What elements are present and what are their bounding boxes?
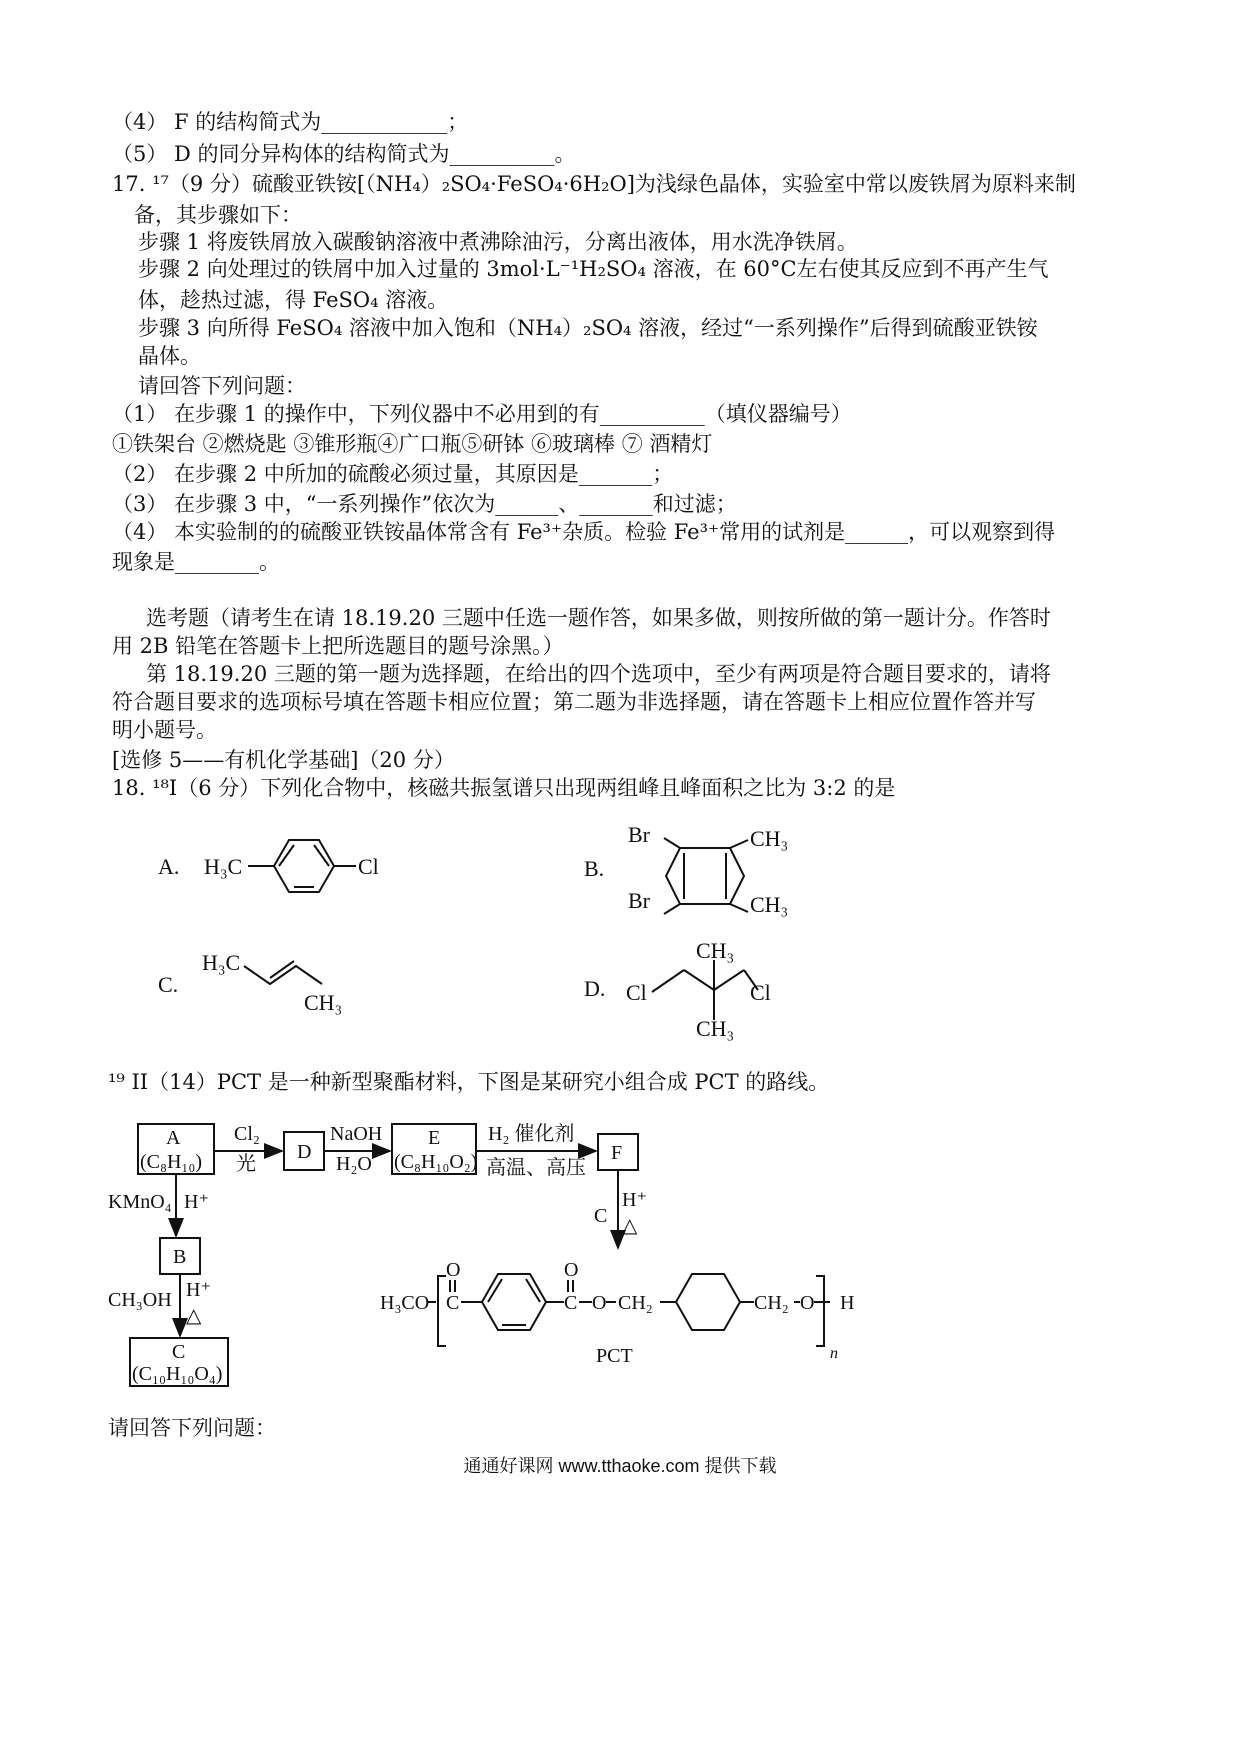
box-e-label: E bbox=[428, 1127, 441, 1149]
q17-step-2-line-1: 步骤 2 向处理过的铁屑中加入过量的 3mol·L⁻¹H₂SO₄ 溶液，在 60°C左右使其反应到不再产生气 bbox=[138, 257, 1049, 281]
pct-carbonyl-c-1: C bbox=[446, 1292, 460, 1314]
module-heading: [选修 5——有机化学基础]（20 分） bbox=[112, 748, 455, 772]
option-d-cl-left: Cl bbox=[626, 980, 647, 1005]
pct-subscript-n: n bbox=[830, 1345, 838, 1362]
option-b-label: B. bbox=[584, 856, 605, 881]
box-d-label: D bbox=[297, 1141, 312, 1163]
q17-ask: 请回答下列问题： bbox=[138, 374, 306, 398]
condition-high-temp-pressure: 高温、高压 bbox=[486, 1157, 586, 1179]
option-a-left-group: H₃C bbox=[204, 854, 243, 879]
q17-sub-4-line-1: （4） 本实验制的的硫酸亚铁铵晶体常含有 Fe³⁺杂质。检验 Fe³⁺常用的试剂是______，可以观察到得 bbox=[112, 520, 1056, 544]
option-b-ch3-top: CH₃ bbox=[750, 826, 789, 851]
pct-carbonyl-c-2: C bbox=[564, 1292, 578, 1314]
box-b-label: B bbox=[173, 1246, 187, 1268]
pct-carbonyl-o-2: O bbox=[564, 1259, 579, 1281]
q17-sub-2: （2） 在步骤 2 中所加的硫酸必须过量，其原因是_______； bbox=[112, 462, 674, 486]
elective-para-2-line-3: 明小题号。 bbox=[112, 718, 217, 742]
q17-intro-1: 17. ¹⁷（9 分）硫酸亚铁铵[（NH₄）₂SO₄·FeSO₄·6H₂O]为浅绿色晶体，实验室中常以废铁屑为原料来制 bbox=[112, 172, 1076, 196]
elective-para-1-line-2: 用 2B 铅笔在答题卡上把所选题目的题号涂黑。） bbox=[112, 634, 564, 658]
pct-ester-o: O bbox=[592, 1292, 607, 1314]
pct-h3co: H₃CO bbox=[380, 1292, 430, 1314]
reagent-h2o: H₂O bbox=[336, 1153, 372, 1175]
q18-stem: 18. ¹⁸I（6 分）下列化合物中，核磁共振氢谱只出现两组峰且峰面积之比为 3:2 的是 bbox=[112, 776, 896, 800]
box-c-formula: (C₁₀H₁₀O₄) bbox=[132, 1363, 223, 1385]
q17-step-2-line-2: 体，趁热过滤，得 FeSO₄ 溶液。 bbox=[138, 288, 449, 312]
option-c-ch3: CH₃ bbox=[304, 990, 343, 1015]
pct-end-o: O bbox=[800, 1292, 815, 1314]
pct-ch2-1: CH₂ bbox=[618, 1292, 653, 1314]
option-b-br-bottom: Br bbox=[628, 888, 650, 913]
pct-cyclohexane-ring bbox=[676, 1274, 740, 1330]
q17-step-3-line-2: 晶体。 bbox=[138, 344, 201, 368]
option-c-h3c: H₃C bbox=[202, 950, 241, 975]
box-c-label: C bbox=[172, 1341, 186, 1363]
option-d-label: D. bbox=[584, 976, 606, 1001]
pct-ch2-2: CH₂ bbox=[754, 1292, 789, 1314]
footer-source: 通通好课网 www.tthaoke.com 提供下载 bbox=[463, 1456, 777, 1476]
q17-step-3-line-1: 步骤 3 向所得 FeSO₄ 溶液中加入饱和（NH₄）₂SO₄ 溶液，经过“一系列操作”后得到硫酸亚铁铵 bbox=[138, 316, 1038, 340]
elective-para-2-line-2: 符合题目要求的选项标号填在答题卡相应位置；第二题为非选择题，请在答题卡上相应位置作答并写 bbox=[112, 690, 1036, 714]
condition-heat-1: △ bbox=[186, 1305, 202, 1327]
option-b-br-top: Br bbox=[628, 822, 650, 847]
option-c-label: C. bbox=[158, 972, 179, 997]
reagent-h-plus-2: H⁺ bbox=[186, 1279, 211, 1301]
box-a-label: A bbox=[166, 1127, 181, 1149]
q17-sub-1: （1） 在步骤 1 的操作中，下列仪器中不必用到的有__________（填仪器编号） bbox=[112, 402, 852, 426]
q17-intro-2: 备，其步骤如下： bbox=[134, 203, 302, 227]
q18-part-ii-ask: 请回答下列问题： bbox=[108, 1416, 276, 1440]
reagent-h-plus-1: H⁺ bbox=[184, 1191, 209, 1213]
box-e-formula: (C₈H₁₀O₂) bbox=[394, 1151, 478, 1173]
option-d-cl-right: Cl bbox=[750, 980, 771, 1005]
box-a-formula: (C₈H₁₀) bbox=[140, 1151, 203, 1173]
q16-line-5: （5） D 的同分异构体的结构简式为__________。 bbox=[112, 142, 576, 166]
pct-end-h: H bbox=[840, 1292, 855, 1314]
reagent-h2-catalyst: H₂ 催化剂 bbox=[488, 1123, 575, 1145]
reagent-naoh: NaOH bbox=[330, 1123, 383, 1145]
option-b-ch3-bottom: CH₃ bbox=[750, 892, 789, 917]
condition-light: 光 bbox=[236, 1153, 256, 1175]
box-f-label: F bbox=[611, 1142, 623, 1164]
q17-sub-4-line-2: 现象是________。 bbox=[112, 550, 280, 574]
option-d-ch3-top: CH₃ bbox=[696, 938, 735, 963]
q17-options: ①铁架台 ②燃烧匙 ③锥形瓶④广口瓶⑤研钵 ⑥玻璃棒 ⑦ 酒精灯 bbox=[112, 432, 713, 456]
reagent-ch3oh: CH₃OH bbox=[108, 1289, 172, 1311]
elective-para-2-line-1: 第 18.19.20 三题的第一题为选择题，在给出的四个选项中，至少有两项是符合题目要求的，请将 bbox=[146, 662, 1051, 686]
pct-carbonyl-o-1: O bbox=[446, 1259, 461, 1281]
option-d-ch3-bottom: CH₃ bbox=[696, 1016, 735, 1041]
reagent-kmno4: KMnO₄ bbox=[108, 1191, 172, 1213]
q16-line-4: （4） F 的结构简式为____________； bbox=[112, 110, 469, 134]
condition-heat-2: △ bbox=[622, 1215, 638, 1237]
reagent-c: C bbox=[594, 1205, 608, 1227]
q17-step-1: 步骤 1 将废铁屑放入碳酸钠溶液中煮沸除油污，分离出液体，用水洗净铁屑。 bbox=[138, 230, 858, 254]
q17-sub-3: （3） 在步骤 3 中，“一系列操作”依次为______、_______和过滤； bbox=[112, 492, 737, 516]
option-a-label: A. bbox=[158, 854, 180, 879]
reagent-h-plus-3: H⁺ bbox=[622, 1189, 647, 1211]
q18-part-ii-stem: ¹⁹ II（14）PCT 是一种新型聚酯材料，下图是某研究小组合成 PCT 的路线。 bbox=[108, 1070, 830, 1094]
pct-name: PCT bbox=[596, 1345, 633, 1367]
option-a-right-group: Cl bbox=[358, 854, 379, 879]
pct-benzene-ring bbox=[482, 1274, 546, 1330]
elective-para-1-line-1: 选考题（请考生在请 18.19.20 三题中任选一题作答，如果多做，则按所做的第一题计分。作答时 bbox=[146, 606, 1051, 630]
reagent-cl2: Cl₂ bbox=[234, 1123, 260, 1145]
